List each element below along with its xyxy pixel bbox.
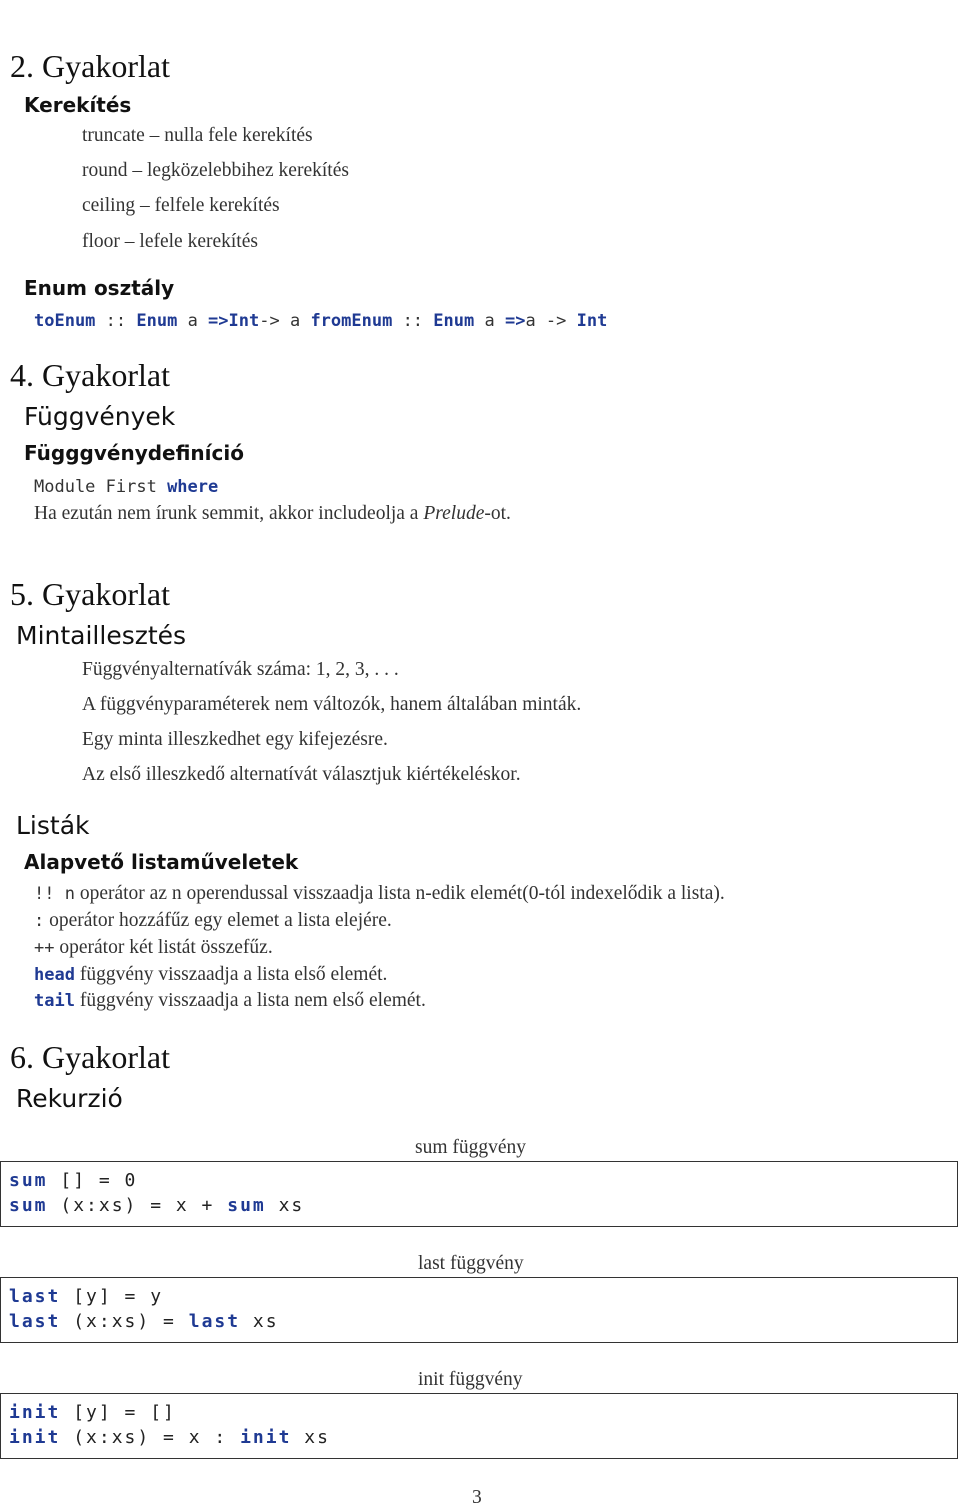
code-listing-sum bbox=[0, 1161, 958, 1227]
list-op-item: !! n operátor az n operendussal visszaadja lista n-edik elemét(0-tól indexelődik a lista). bbox=[34, 883, 725, 904]
listing-caption: init függvény bbox=[418, 1369, 523, 1390]
mintaillesztes-item: A függvényparaméterek nem változók, hanem általában minták. bbox=[82, 694, 582, 715]
mintaillesztes-item: Függvényalternatívák száma: 1, 2, 3, . . . bbox=[82, 659, 399, 680]
code-line: last [y] = y bbox=[9, 1286, 164, 1307]
module-code: Module First where bbox=[34, 477, 219, 497]
kerekites-heading: Kerekítés bbox=[24, 93, 132, 117]
list-op-item: : operátor hozzáfűz egy elemet a lista elejére. bbox=[34, 910, 392, 931]
listing-caption: last függvény bbox=[418, 1253, 524, 1274]
list-op-item: tail függvény visszaadja a lista nem első elemét. bbox=[34, 990, 426, 1011]
code-line: init (x:xs) = x : init xs bbox=[9, 1427, 330, 1448]
section-4-subtitle: Függvények bbox=[24, 402, 176, 431]
kerekites-item: floor – lefele kerekítés bbox=[82, 231, 258, 252]
list-op-item: head függvény visszaadja a lista első elemét. bbox=[34, 964, 388, 985]
code-line: sum [] = 0 bbox=[9, 1170, 138, 1191]
section-5-title: 5. Gyakorlat bbox=[10, 576, 170, 612]
listing-caption: sum függvény bbox=[415, 1137, 527, 1158]
kerekites-item: round – legközelebbihez kerekítés bbox=[82, 160, 349, 181]
code-line: sum (x:xs) = x + sum xs bbox=[9, 1195, 305, 1216]
enum-heading: Enum osztály bbox=[24, 276, 175, 300]
section-4-title: 4. Gyakorlat bbox=[10, 357, 170, 393]
code-listing-last bbox=[0, 1277, 958, 1343]
listak-subtitle: Listák bbox=[16, 811, 90, 840]
section-6-title: 6. Gyakorlat bbox=[10, 1039, 170, 1075]
section-6-subtitle: Rekurzió bbox=[16, 1084, 123, 1113]
section-2-title: 2. Gyakorlat bbox=[10, 48, 170, 84]
code-line: init [y] = [] bbox=[9, 1402, 176, 1423]
mintaillesztes-item: Egy minta illeszkedhet egy kifejezésre. bbox=[82, 729, 388, 750]
prelude-text: Ha ezután nem írunk semmit, akkor includeolja a Prelude-ot. bbox=[34, 503, 511, 524]
section-5-subtitle: Mintaillesztés bbox=[16, 621, 187, 650]
kerekites-item: truncate – nulla fele kerekítés bbox=[82, 125, 313, 146]
listamuveletek-heading: Alapvető listaműveletek bbox=[24, 850, 299, 874]
fuggvenydefinicio-heading: Függgvénydefiníció bbox=[24, 441, 244, 465]
code-listing-init bbox=[0, 1393, 958, 1459]
page-number: 3 bbox=[472, 1487, 482, 1508]
code-line: last (x:xs) = last xs bbox=[9, 1311, 279, 1332]
mintaillesztes-item: Az első illeszkedő alternatívát választjuk kiértékeléskor. bbox=[82, 764, 521, 785]
enum-code: toEnum :: Enum a =>Int-> a fromEnum :: Enum a =>a -> Int bbox=[34, 311, 608, 331]
kerekites-item: ceiling – felfele kerekítés bbox=[82, 195, 280, 216]
list-op-item: ++ operátor két listát összefűz. bbox=[34, 937, 273, 958]
